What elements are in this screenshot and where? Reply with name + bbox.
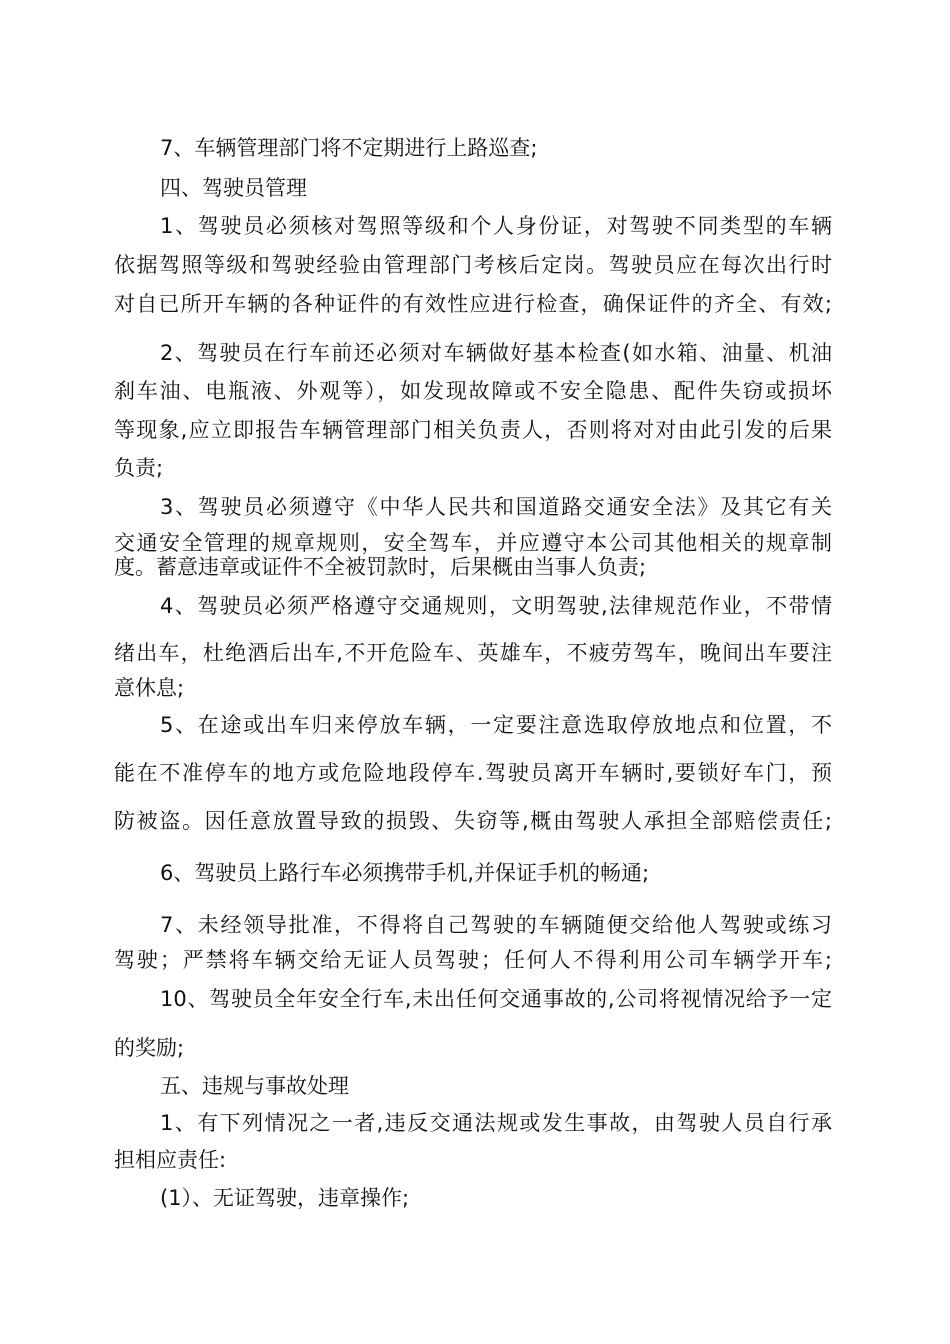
paragraph-10-line-1: 10、驾驶员全年安全行车,未出任何交通事故的,公司将视情况给予一定: [160, 987, 832, 1011]
paragraph-6-line-1: 6、驾驶员上路行车必须携带手机,并保证手机的畅通;: [160, 861, 650, 885]
paragraph-10-line-2: 的奖励;: [114, 1036, 185, 1060]
paragraph-3-line-2: 交通安全管理的规章规则，安全驾车，并应遵守本公司其他相关的规章制: [114, 531, 832, 555]
paragraph-1-line-1: 1、驾驶员必须核对驾照等级和个人身份证，对驾驶不同类型的车辆: [160, 214, 832, 238]
section-5-paragraph-1-line-1: 1、有下列情况之一者,违反交通法规或发生事故，由驾驶人员自行承: [160, 1111, 832, 1135]
section-4-title: 四、驾驶员管理: [160, 176, 307, 200]
paragraph-2-line-2: 刹车油、电瓶液、外观等），如发现故障或不安全隐患、配件失窃或损坏: [114, 379, 832, 403]
paragraph-1-line-2: 依据驾照等级和驾驶经验由管理部门考核后定岗。驾驶员应在每次出行时: [114, 253, 832, 277]
item-7-vehicle-inspection: 7、车辆管理部门将不定期进行上路巡查;: [160, 136, 538, 160]
section-5-item-1: (1）、无证驾驶，违章操作;: [160, 1186, 410, 1210]
paragraph-2-line-3: 等现象,应立即报告车辆管理部门相关负责人，否则将对对由此引发的后果: [114, 418, 832, 442]
paragraph-3-line-3: 度。蓄意违章或证件不全被罚款时，后果概由当事人负责;: [114, 555, 647, 579]
paragraph-7-line-1: 7、未经领导批准，不得将自己驾驶的车辆随便交给他人驾驶或练习: [160, 913, 832, 937]
paragraph-3-line-1: 3、驾驶员必须遵守《中华人民共和国道路交通安全法》及其它有关: [160, 495, 832, 519]
paragraph-7-line-2: 驾驶；严禁将车辆交给无证人员驾驶；任何人不得利用公司车辆学开车;: [114, 948, 832, 972]
paragraph-2-line-1: 2、驾驶员在行车前还必须对车辆做好基本检查(如水箱、油量、机油: [160, 341, 832, 365]
paragraph-5-line-3: 防被盗。因任意放置导致的损毁、失窃等,概由驾驶人承担全部赔偿责任;: [114, 809, 832, 833]
paragraph-4-line-3: 意休息;: [114, 676, 185, 700]
paragraph-4-line-2: 绪出车，杜绝酒后出车,不开危险车、英雄车，不疲劳驾车，晚间出车要注: [114, 641, 832, 665]
section-5-title: 五、违规与事故处理: [160, 1074, 349, 1098]
paragraph-4-line-1: 4、驾驶员必须严格遵守交通规则，文明驾驶,法律规范作业，不带情: [160, 594, 832, 618]
paragraph-5-line-1: 5、在途或出车归来停放车辆，一定要注意选取停放地点和位置，不: [160, 713, 832, 737]
paragraph-1-line-3: 对自已所开车辆的各种证件的有效性应进行检查，确保证件的齐全、有效;: [114, 292, 832, 316]
paragraph-5-line-2: 能在不准停车的地方或危险地段停车.驾驶员离开车辆时,要锁好车门，预: [114, 761, 832, 785]
paragraph-2-line-4: 负责;: [114, 456, 164, 480]
section-5-paragraph-1-line-2: 担相应责任:: [114, 1148, 227, 1172]
